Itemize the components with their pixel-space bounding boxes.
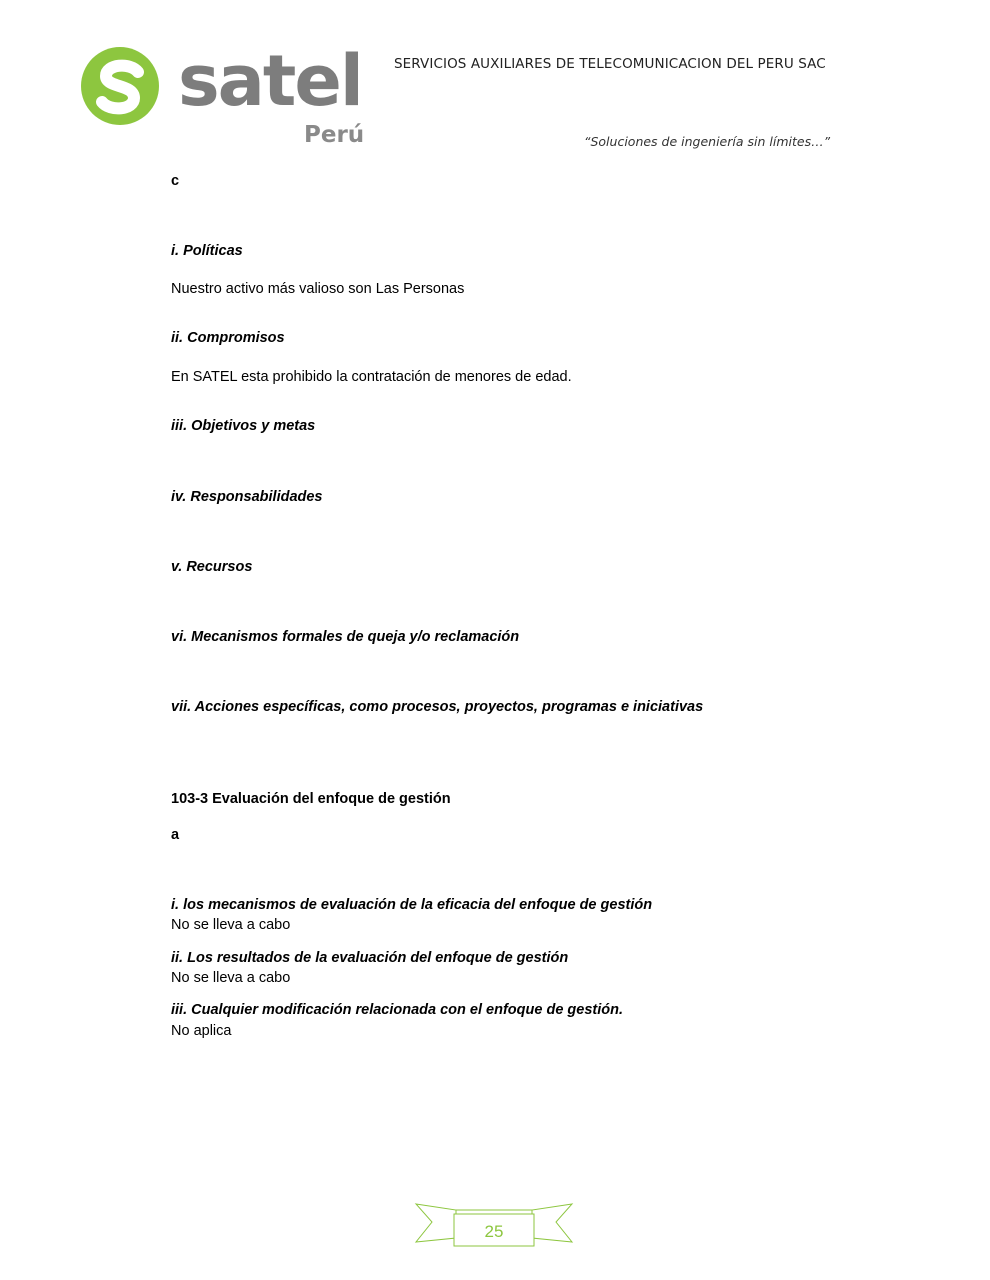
text-politicas: Nuestro activo más valioso son Las Personas	[171, 281, 465, 297]
text-eval-mecanismos: No se lleva a cabo	[171, 917, 291, 933]
heading-mecanismos: vi. Mecanismos formales de queja y/o reclamación	[171, 629, 520, 645]
text-eval-modificacion: No aplica	[171, 1023, 232, 1039]
logo-wordmark: satel	[178, 40, 362, 122]
text-eval-resultados: No se lleva a cabo	[171, 970, 291, 986]
heading-recursos: v. Recursos	[171, 559, 253, 575]
logo-subtitle: Perú	[304, 122, 365, 148]
heading-eval-modificacion: iii. Cualquier modificación relacionada con el enfoque de gestión.	[171, 1002, 623, 1018]
item-letter-a: a	[171, 827, 180, 843]
heading-politicas: i. Políticas	[171, 243, 243, 259]
item-letter-c: c	[171, 173, 180, 189]
heading-acciones: vii. Acciones específicas, como procesos, proyectos, programas e iniciativas	[171, 699, 704, 715]
heading-eval-mecanismos: i. los mecanismos de evaluación de la eficacia del enfoque de gestión	[171, 897, 653, 913]
heading-eval-resultados: ii. Los resultados de la evaluación del enfoque de gestión	[171, 950, 569, 966]
satel-s-logo-icon	[78, 44, 170, 136]
heading-responsabilidades: iv. Responsabilidades	[171, 489, 323, 505]
heading-objetivos: iii. Objetivos y metas	[171, 418, 316, 434]
page-number: 25	[484, 1222, 504, 1241]
section-heading-1033: 103-3 Evaluación del enfoque de gestión	[171, 791, 451, 807]
company-name: SERVICIOS AUXILIARES DE TELECOMUNICACION DEL PERU SAC	[394, 56, 826, 72]
company-logo	[78, 40, 378, 154]
text-compromisos: En SATEL esta prohibido la contratación de menores de edad.	[171, 369, 572, 385]
company-tagline: “Soluciones de ingeniería sin límites…”	[584, 134, 831, 149]
page-number-ribbon	[414, 1202, 574, 1248]
heading-compromisos: ii. Compromisos	[171, 330, 285, 346]
